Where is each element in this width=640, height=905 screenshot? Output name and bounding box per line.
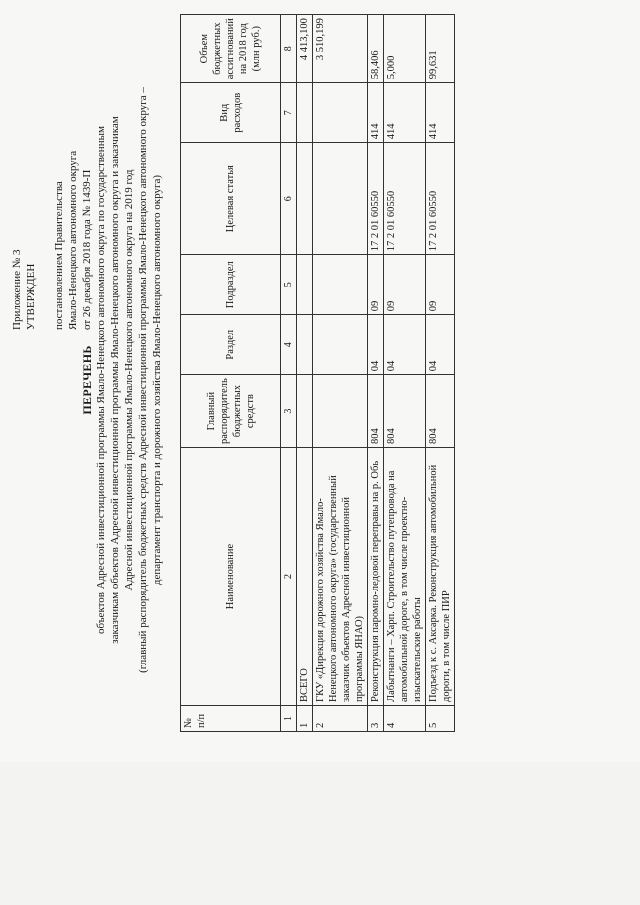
row-num: 1 bbox=[297, 706, 313, 732]
row-grbs: 804 bbox=[384, 375, 426, 448]
blank-area bbox=[0, 762, 640, 905]
header-row bbox=[181, 15, 281, 732]
index-cell: 8 bbox=[281, 15, 297, 83]
row-podrazdel: 09 bbox=[368, 255, 384, 315]
approval-line-4: Ямало-Ненецкого автономного округа bbox=[67, 150, 79, 330]
row-razdel bbox=[297, 315, 313, 375]
document-title bbox=[80, 10, 164, 750]
row-grbs: 804 bbox=[368, 375, 384, 448]
header-num: № п/п bbox=[181, 706, 281, 732]
row-podrazdel bbox=[313, 255, 368, 315]
table-row bbox=[384, 15, 426, 732]
title-line-2: заказчикам объектов Адресной инвестиционной программы Ямало-Ненецкого автономного округа и заказчикам bbox=[109, 116, 121, 644]
table-row bbox=[313, 15, 368, 732]
header-name: Наименование bbox=[181, 448, 281, 706]
row-num: 4 bbox=[384, 706, 426, 732]
title-line-1: объектов Адресной инвестиционной программы Ямало-Ненецкого автономного округа по государственным bbox=[95, 126, 107, 634]
row-vr: 414 bbox=[384, 83, 426, 143]
title-line-4: (главный распорядитель бюджетных средств Адресной инвестиционной программы Ямало-Ненецкого автономного округа – bbox=[137, 87, 149, 673]
header-vr: Вид расходов bbox=[181, 83, 281, 143]
row-volume: 4 413,100 bbox=[297, 15, 313, 83]
header-grbs: Главный распорядитель бюджетных средств bbox=[181, 375, 281, 448]
row-volume: 58,406 bbox=[368, 15, 384, 83]
row-cs: 17 2 01 60550 bbox=[384, 143, 426, 255]
header-podrazdel: Подраздел bbox=[181, 255, 281, 315]
approval-line-2: УТВЕРЖДЕН bbox=[25, 263, 37, 330]
title-line-5: департамент транспорта и дорожного хозяйства Ямало-Ненецкого автономного округа) bbox=[151, 174, 163, 586]
index-row bbox=[281, 15, 297, 732]
row-cs: 17 2 01 60550 bbox=[426, 143, 455, 255]
index-cell: 2 bbox=[281, 448, 297, 706]
table-row bbox=[368, 15, 384, 732]
row-vr bbox=[313, 83, 368, 143]
index-cell: 4 bbox=[281, 315, 297, 375]
approval-line-3: постановлением Правительства bbox=[53, 181, 65, 330]
header-cs: Целевая статья bbox=[181, 143, 281, 255]
index-cell: 6 bbox=[281, 143, 297, 255]
row-name: ВСЕГО bbox=[297, 448, 313, 706]
row-num: 2 bbox=[313, 706, 368, 732]
index-cell: 5 bbox=[281, 255, 297, 315]
row-grbs: 804 bbox=[426, 375, 455, 448]
row-volume: 5,000 bbox=[384, 15, 426, 83]
row-razdel: 04 bbox=[368, 315, 384, 375]
title-line-3: Адресной инвестиционной программы Ямало-Ненецкого автономного округа на 2019 год bbox=[123, 169, 135, 591]
row-name: Подъезд к с. Аксарка. Реконструкция автомобильной дороги, в том числе ПИР bbox=[426, 448, 455, 706]
row-name: Лабытнанги – Харп. Строительство путепровода на автомобильной дороге, в том числе проектно-изыскательские работы bbox=[384, 448, 426, 706]
row-grbs bbox=[297, 375, 313, 448]
row-vr bbox=[297, 83, 313, 143]
row-name: ГКУ «Дирекция дорожного хозяйства Ямало-Ненецкого автономного округа» (государственный заказчик объектов Адресной инвестиционной программы ЯНАО) bbox=[313, 448, 368, 706]
row-name: Реконструкция паромно-ледовой переправы на р. Обь bbox=[368, 448, 384, 706]
row-volume: 99,631 bbox=[426, 15, 455, 83]
row-razdel: 04 bbox=[426, 315, 455, 375]
row-vr: 414 bbox=[368, 83, 384, 143]
title-heading: ПЕРЕЧЕНЬ bbox=[80, 345, 94, 415]
row-cs bbox=[297, 143, 313, 255]
table-row bbox=[297, 15, 313, 732]
index-cell: 1 bbox=[281, 706, 297, 732]
header-volume: Объем бюджетных ассигнований на 2018 год (млн руб.) bbox=[181, 15, 281, 83]
row-podrazdel bbox=[297, 255, 313, 315]
row-grbs bbox=[313, 375, 368, 448]
approval-line-5: от 26 декабря 2018 года № 1439-П bbox=[81, 169, 93, 330]
index-cell: 7 bbox=[281, 83, 297, 143]
row-podrazdel: 09 bbox=[384, 255, 426, 315]
rotated-content bbox=[10, 10, 620, 750]
row-razdel: 04 bbox=[384, 315, 426, 375]
row-razdel bbox=[313, 315, 368, 375]
header-razdel: Раздел bbox=[181, 315, 281, 375]
row-cs bbox=[313, 143, 368, 255]
row-volume: 3 510,199 bbox=[313, 15, 368, 83]
approval-line-1: Приложение № 3 bbox=[11, 249, 23, 330]
objects-table bbox=[180, 14, 455, 732]
row-num: 5 bbox=[426, 706, 455, 732]
row-cs: 17 2 01 60550 bbox=[368, 143, 384, 255]
row-vr: 414 bbox=[426, 83, 455, 143]
row-podrazdel: 09 bbox=[426, 255, 455, 315]
index-cell: 3 bbox=[281, 375, 297, 448]
row-num: 3 bbox=[368, 706, 384, 732]
table-row bbox=[426, 15, 455, 732]
